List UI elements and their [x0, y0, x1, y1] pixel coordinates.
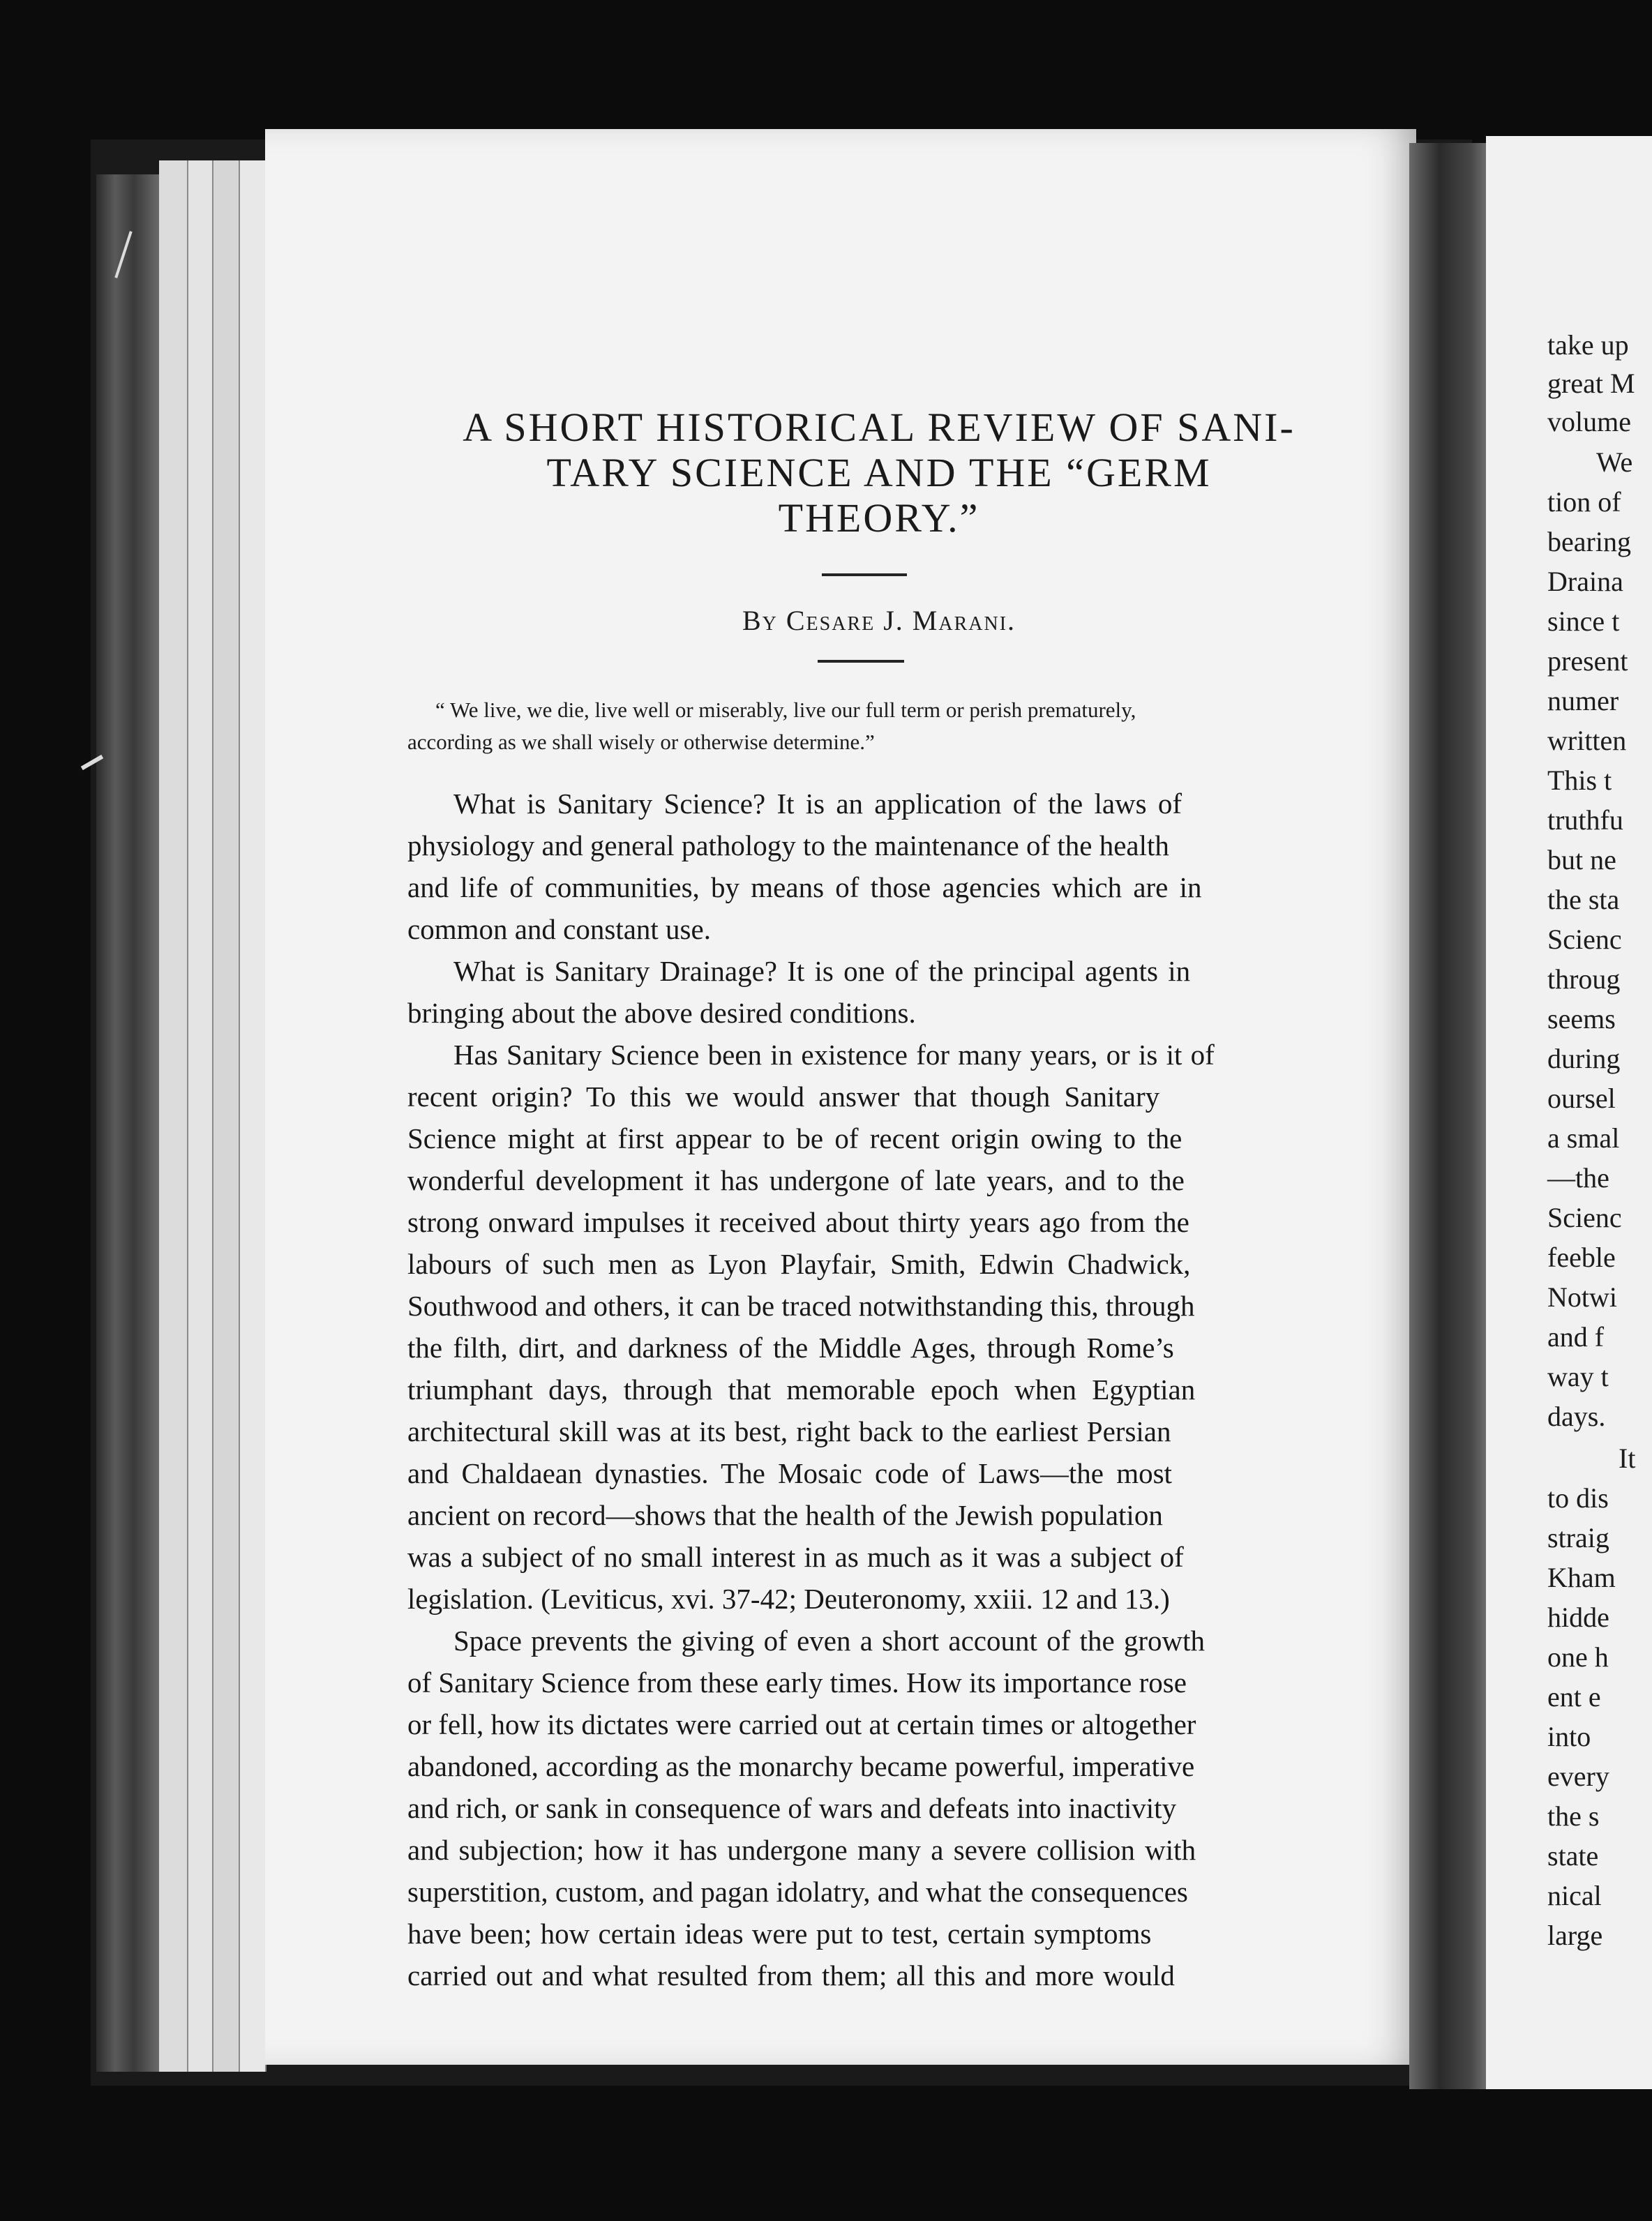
body-line: physiology and general pathology to the maintenance of the health: [407, 829, 1169, 861]
body-line: triumphant days, through that memorable epoch when Egyptian: [407, 1373, 1196, 1406]
facing-line: —the: [1547, 1162, 1609, 1194]
title-rule: [822, 573, 907, 576]
body-line: was a subject of no small interest in as much as it was a subject of: [407, 1541, 1184, 1573]
facing-line: every: [1547, 1761, 1609, 1792]
facing-line: Kham: [1547, 1562, 1616, 1593]
body-line: recent origin? To this we would answer that though Sanitary: [407, 1081, 1160, 1113]
facing-line: written: [1547, 725, 1627, 756]
body-line: the filth, dirt, and darkness of the Middle Ages, through Rome’s: [407, 1332, 1174, 1364]
facing-line: This t: [1547, 765, 1612, 796]
body-line: labours of such men as Lyon Playfair, Smith, Edwin Chadwick,: [407, 1248, 1191, 1280]
facing-line: take up: [1547, 329, 1629, 361]
body-line: and rich, or sank in consequence of wars and defeats into inactivity: [407, 1792, 1177, 1824]
facing-line: Draina: [1547, 566, 1623, 597]
epigraph-line: “ We live, we die, live well or miserably, live our full term or perish prematurely,: [435, 698, 1136, 722]
body-line: or fell, how its dictates were carried out at certain times or altogether: [407, 1708, 1196, 1740]
body-line: have been; how certain ideas were put to test, certain symptoms: [407, 1918, 1152, 1950]
body-line: What is Sanitary Science? It is an application of the laws of: [453, 788, 1182, 820]
facing-line: to dis: [1547, 1482, 1609, 1514]
facing-line: volume: [1547, 406, 1631, 437]
body-line: What is Sanitary Drainage? It is one of the principal agents in: [453, 955, 1191, 987]
facing-line: truthfu: [1547, 804, 1623, 836]
facing-line: during: [1547, 1043, 1621, 1074]
facing-line: great M: [1547, 368, 1635, 399]
facing-line: the s: [1547, 1800, 1600, 1832]
body-line: carried out and what resulted from them; all this and more would: [407, 1959, 1175, 1992]
body-line: abandoned, according as the monarchy became powerful, imperative: [407, 1750, 1195, 1782]
facing-line: feeble: [1547, 1242, 1616, 1273]
facing-line: but ne: [1547, 844, 1616, 875]
facing-line: the sta: [1547, 884, 1620, 915]
body-line: strong onward impulses it received about thirty years ago from the: [407, 1206, 1189, 1238]
facing-line: hidde: [1547, 1602, 1609, 1633]
body-line: bringing about the above desired conditions.: [407, 997, 916, 1029]
body-line: and life of communities, by means of those agencies which are in: [407, 871, 1202, 903]
page-stack-edge: [96, 174, 159, 2072]
facing-line: state: [1547, 1840, 1599, 1872]
page-edge: [240, 160, 266, 2072]
byline: [628, 604, 1130, 637]
facing-line: bearing: [1547, 526, 1631, 557]
facing-line: Notwi: [1547, 1281, 1617, 1313]
body-line: Space prevents the giving of even a short account of the growth: [453, 1625, 1206, 1657]
body-line: and subjection; how it has undergone many a severe collision with: [407, 1834, 1196, 1866]
facing-line: and f: [1547, 1321, 1605, 1353]
facing-line: way t: [1547, 1361, 1609, 1392]
book-gutter: [1409, 143, 1486, 2089]
facing-line: tion of: [1547, 486, 1621, 518]
body-line: common and constant use.: [407, 913, 711, 945]
facing-line: a smal: [1547, 1122, 1620, 1154]
facing-line: throug: [1547, 963, 1621, 995]
body-line: superstition, custom, and pagan idolatry, and what the consequences: [407, 1876, 1188, 1908]
facing-line: nical: [1547, 1880, 1602, 1911]
article-title-line: THEORY.”: [778, 495, 980, 541]
facing-line: present: [1547, 645, 1628, 677]
facing-line: days.: [1547, 1401, 1606, 1432]
facing-line: large: [1547, 1920, 1603, 1951]
facing-line: since t: [1547, 605, 1620, 637]
facing-line: straig: [1547, 1522, 1609, 1553]
body-line: Science might at first appear to be of recent origin owing to the: [407, 1122, 1182, 1154]
body-line: and Chaldaean dynasties. The Mosaic code of Laws—the most: [407, 1457, 1172, 1489]
body-line: architectural skill was at its best, right back to the earliest Persian: [407, 1415, 1171, 1447]
body-line: legislation. (Leviticus, xvi. 37-42; Deuteronomy, xxiii. 12 and 13.): [407, 1583, 1170, 1615]
facing-line: into: [1547, 1721, 1591, 1752]
article-title-line: TARY SCIENCE AND THE “GERM: [546, 450, 1212, 495]
page-edge: [213, 160, 240, 2072]
byline-prefix: By: [742, 605, 778, 636]
author-name: Cesare J. Marani.: [786, 605, 1016, 636]
body-line: Southwood and others, it can be traced notwithstanding this, through: [407, 1290, 1195, 1322]
page-edge: [188, 160, 213, 2072]
facing-line: numer: [1547, 685, 1619, 716]
facing-line: We: [1596, 446, 1633, 478]
facing-line: ent e: [1547, 1681, 1601, 1712]
body-line: of Sanitary Science from these early times. How its importance rose: [407, 1666, 1187, 1699]
facing-line: Scienc: [1547, 924, 1622, 955]
facing-line: Scienc: [1547, 1202, 1622, 1233]
body-line: wonderful development it has undergone of late years, and to the: [407, 1164, 1185, 1196]
epigraph-line: according as we shall wisely or otherwise determine.”: [407, 730, 875, 754]
article-title-line: A SHORT HISTORICAL REVIEW OF SANI-: [463, 405, 1296, 450]
body-line: Has Sanitary Science been in existence for many years, or is it of: [453, 1039, 1215, 1071]
page-edge: [159, 160, 188, 2072]
facing-line: It: [1619, 1443, 1636, 1474]
facing-line: one h: [1547, 1641, 1609, 1673]
facing-line: oursel: [1547, 1083, 1616, 1114]
body-line: ancient on record—shows that the health of the Jewish population: [407, 1499, 1163, 1531]
byline-rule: [818, 660, 904, 663]
facing-line: seems: [1547, 1003, 1616, 1034]
